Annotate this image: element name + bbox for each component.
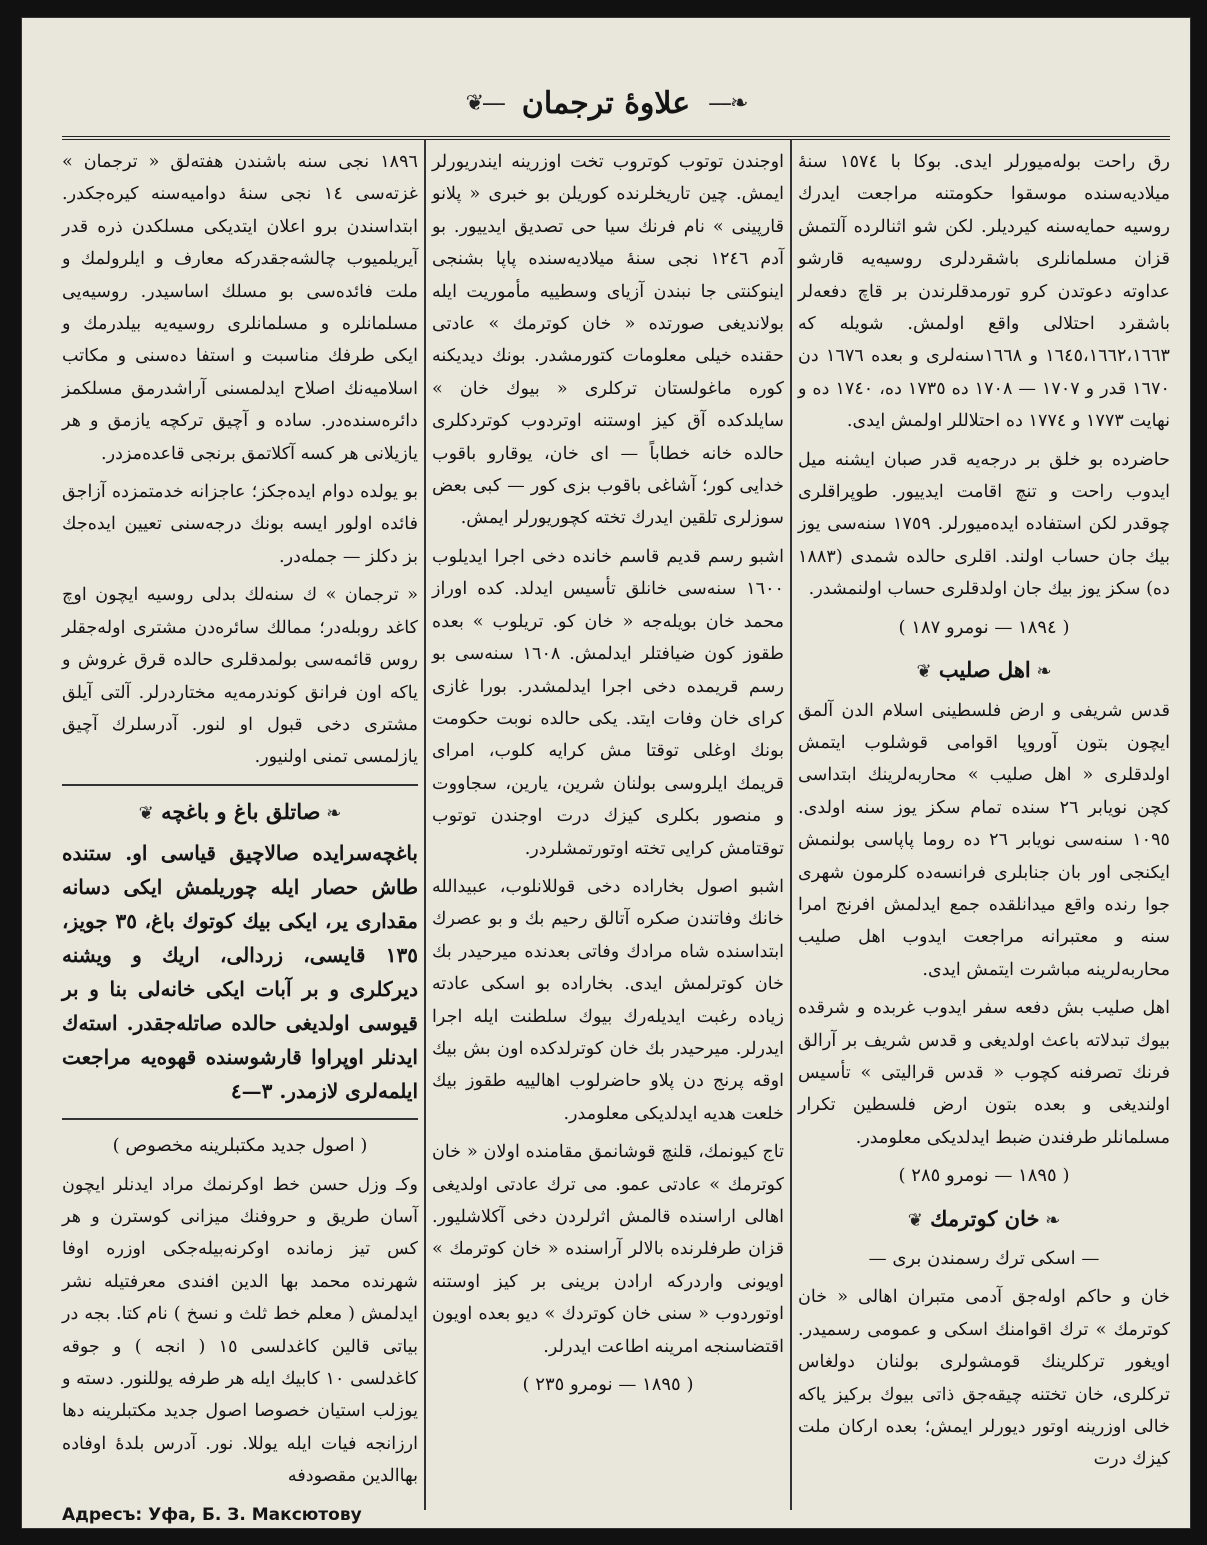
section-title: اهل صلیب (938, 657, 1031, 683)
paragraph: خان و حاکم اولەجق آدمی متبران اهالی « خان کوترمك » ترك اقوامنك اسکی و عمومی رسمیدر. اویغور ترکلرینك قومشولری بولنان دولغاس ترکلری، خان تختنه چیقەجق ذاتی بیوك برکیز یاکه خالی اوزرینه اوتور دیورلر ایمش؛ بعدە ارکان ملت کیزك درت (798, 1287, 1170, 1470)
paragraph: اهل صلیب بش دفعە سفر ایدوب غربدە و شرقدە بیوك تبدلاته باعث اولدیغی و قدس شریف بر آرالق فرنك تصرفنه کچوب « قدس قرالیتی » تأسیس اولندیغی و بعدە بتون ارض فلسطین تکرار مسلمانلر طرفندن ضبط ایدلدیکی معلومدر. (798, 998, 1170, 1148)
column-divider (790, 140, 792, 1510)
ad-title: صاتلق باغ و باغچه (161, 798, 321, 824)
ornament-icon: ❦ (907, 1209, 923, 1231)
paragraph: تاج کیونمك، قلنچ قوشانمق مقامنده اولان « خان کوترمك » عادتی عمو. می ترك عادتی اولدیغی اهالی اراسنده قالمش اثرلردن دخی آکلاشلیور. قزان طرفلرندە بالالر آراسندە « خان کوترمك » اویونی واردرکه ارادن برینی بر کیز اوستنه اوتوردوب « سنی خان کوتردك » دیو بعدە اویون اقتضاسنجه امرینه اطاعت ایدرلر. (432, 1142, 784, 1357)
column-divider (424, 140, 426, 1510)
section-subtitle: — اسکی ترك رسمندن بری — (868, 1248, 1100, 1269)
divider (62, 784, 418, 786)
paragraph: رق راحت بولەمیورلر ایدی. بوکا با ١٥٧٤ سنهٔ میلادیەسندە موسقوا حکومتنە مراجعت ایدرك روسیه حمایەسنه کیردیلر. لکن شو اثنالردە آلتمش قزان مسلمانلری باشقردلری روسیەیه قارشو عداوتە دعوتدن کرو تورمدقلرندن بر قاچ دفعەلر باشقرد احتلالی واقع اولمش. شویله که ١٦٤٥،١٦٦٢،١٦٦٣ و ١٦٦٨سنەلری و بعدە ١٦٧٦ دن ١٦٧٠ قدر و ١٧٠٧ — ١٧٠٨ ده ١٧٣٥ ده، ١٧٤٠ ده و نهایت ١٧٧٣ و ١٧٧٤ ده احتلاللر اولمش ایدی. (798, 152, 1171, 432)
ornament-icon: ❧ (320, 802, 342, 824)
paragraph: ١٨٩٦ نجی سنه باشندن هفتەلق « ترجمان » غزتەسی ١٤ نجی سنهٔ دوامیەسنه کیرەجکدر. ابتداسندن برو اعلان ایتدیکی مسلکدن ذره قدر آیریلمیوب چالشەجقدرکه معارف و ایلرولمك و ملت فائدەسی بو مسلك اساسیدر. روسیەیی مسلمانلرە و مسلمانلری روسیەیه بیلدرمك و ایکی طرفك مناسبت و استفا دەسنی و مکاتب اسلامیەنك اصلاح ایدلمسنی آراشدرمق مسلکمز دائرەسندەدر. ساده و آچیق ترکچه یازمق و هر یازیلانی هر کسه آکلاتمق برنجی قاعدەمزدر. (62, 152, 418, 464)
paragraph: حاضردە بو خلق بر درجەیه قدر صبان ایشنه میل ایدوب راحت و تنچ اقامت ایدییور. طوپراقلری چوقدر لکن استفادە ایدەمیورلر. ١٧٥٩ سنەسی یوز بیك جان حساب اولند. اقلری حالدە شمدی (١٨٨٣ ده) سکز یوز بیك جان اولدقلری حساب اولنمشدر. (798, 449, 1170, 600)
issue-number: ( ١٨٩٤ — نومرو ١٨٧ ) (898, 616, 1070, 638)
postal-address: Адресъ: Уфа, Б. З. Максютову (62, 1504, 362, 1525)
left-column (62, 146, 418, 1525)
section-title: خان کوترمك (930, 1205, 1040, 1231)
divider (62, 1118, 418, 1120)
issue-number: ( ١٨٩٥ — نومرو ٢٨٥ ) (898, 1165, 1070, 1187)
issue-number: ( ١٨٩٥ — نومرو ٢٣٥ ) (522, 1374, 694, 1396)
notice-text: وكـ وزل حسن خط اوکرنمك مراد ایدنلر ایچون آسان طریق و حروفنك میزانی کوسترن و هر کس تیز زمانده اوکرنەبیلەجکی اوزره اوفا شهرنده محمد بها الدین افندی معرفتیله نشر ایدلمش ( معلم خط ثلث و نسخ ) نام کتا. بجه در بیاتی قالین کاغدلسی ١٥ ( انجه ) و جوقه کاغدلسی ١٠ کابیك ایله هر طرفه یوللنور. دسته و یوزلب استیان خصوصا اصول جدید مکتبلرینه دها ارزانجه فیات ایله یوللا. نور. آدرس بلدهٔ اوفاده بهاالدین مقصودفه (62, 1174, 418, 1487)
paragraph: اوجندن توتوب کوتروب تخت اوزرینه ایندریورلر ایمش. چین تاریخلرندە کوریلن بو خبری « پلانو قارپینی » نام فرنك سیا حی تصدیق ایدییور. بو آدم ١٢٤٦ نجی سنهٔ میلادیەسندە پاپا بشنجی اینوکنتی جا نبندن آزیای وسطییه مأموریت ایله بولاندیغی صورتدە « خان کوترمك » عادتی حقندە خیلی معلومات کتورمشدر. بونك دیدیکنه کوره ماغولستان ترکلری « بیوك خان » سایلدکدە آق کیز اوستنه اوتردوب کوتردکلری حالدە خانه خطاباً — ای خان، یوقارو باقوب خدایی کور؛ آشاغی باقوب بزی کور — کبی بعض سوزلری تلقین ایدرك تخته کچوریورلر ایمش. (432, 152, 784, 529)
paragraph: قدس شریفی و ارض فلسطینی اسلام الدن آلمق ایچون بتون آوروپا اقوامی قوشلوب ایتمش اولدقلری « اهل صلیب » محاربەلرینك ابتداسی کچن نویابر ٢٦ سنده تمام سکز یوز سنه اولدی. ١٠٩٥ سنەسی نویابر ٢٦ ده روما پاپاسی بولنمش ایکنجی اور بان جنابلری فرانسەده کلرمون شهری جوا رندە واقع میدانلقدە جمع ایدلمش افرنج امرا سنه و معتبرانه مراجعت ایدوب اهل صلیب محاربەلرینه مباشرت ایتمش ایدی. (798, 700, 1170, 980)
page-title: علاوهٔ ترجمان (521, 85, 691, 121)
notice-title: ( اصول جدید مکتبلرینه مخصوص ) (112, 1135, 368, 1157)
middle-column (432, 146, 784, 1510)
newspaper-page (22, 18, 1190, 1528)
paragraph: « ترجمان » ك سنەلك بدلی روسیه ایچون اوچ کاغد روبلەدر؛ ممالك سائرەدن مشتری اولەجقلر روس قائمەسی بولمدقلری حالدە قرق غروش و یاکه اون فرانق کوندرمەیه مختاردرلر. آلتی آیلق مشتری دخی قبول او لنور. آدرسلرك آچیق یازلمسی تمنی اولنیور. (62, 585, 418, 768)
ornament-icon: ❦ (916, 661, 932, 683)
right-column (798, 146, 1170, 1510)
ad-text: باغچەسرایدە صالاچیق قیاسی او. ستنده طاش حصار ایله چوریلمش ایکی دسانه مقداری یر، ایکی بیك کوتوك باغ، ٣٥ جویز، ١٣٥ قایسی، زردالی، اریك و ویشنه دیرکلری و بر آبات ایکی خانەلی بنا و بر قیوسی اولدیغی حالدە صاتلەجقدر. استەك ایدنلر اوپراوا قارشوسندە قهوەیه مراجعت ایلمەلری لازمدر. ٣—٤ (62, 841, 418, 1104)
left-ornament-icon: ❦‑‑‑‑ (465, 90, 504, 116)
header-rule (62, 136, 1170, 144)
ad-heading (62, 796, 418, 830)
paragraph: اشبو اصول بخارادە دخی قوللانلوب، عبیدالله خانك وفاتندن صکره آتالق رحیم بك و بو عصرك ابتداسندە شاه مرادك وفاتی بعدنده میرحیدر بك خان کوترلمش ایدی. بخارادە بو اسکی عادته زیادە رغبت ایدیلەرك بیوك سلطنت ایله اجرا ایدرلر. میرحیدر بك خان کوترلدکدە اون بش بیك اوقه پرنج دن پلاو حاضرلوب اهالییه طقوز بیك خلعت هدیه ایدلدیکی معلومدر. (432, 876, 784, 1124)
right-ornament-icon: ‑‑‑‑❧ (708, 90, 747, 116)
ornament-icon: ❦ (138, 802, 154, 824)
ornament-icon: ❧ (1030, 661, 1052, 683)
section-heading (798, 654, 1170, 688)
paragraph: بو یولدە دوام ایدەجکز؛ عاجزانه خدمتمزده آزاجق فائده اولور ایسه بونك درجەسنی تعیین ایدەجك بز دکلز — جملەدر. (62, 482, 418, 567)
masthead (62, 73, 1150, 133)
ornament-icon: ❧ (1039, 1209, 1061, 1231)
paragraph: اشبو رسم قدیم قاسم خاندە دخی اجرا ایدیلوب ١٦٠٠ سنەسی خانلق تأسیس ایدلد. کدە اوراز محمد خان بویلەجه « خان کو. تریلوب » بعدە طقوز کون ضیافتلر ایدلمش. ١٦٠٨ سنەسی بو رسم قریمدە دخی اجرا ایدلمشدر. بورا غازی کرای خان وفات ایتد. یکی حالدە نوبت حکومت بونك اوغلی توقتا مش کرایه کلوب، امرای قریمك ایلروسی بولنان شرین، یارین، سجاووت و منصور بکلری کیزك درت اوجندن توتوب توقتامش کرایی تخته اوتورتمشلردر. (432, 546, 784, 859)
section-heading (798, 1203, 1170, 1237)
